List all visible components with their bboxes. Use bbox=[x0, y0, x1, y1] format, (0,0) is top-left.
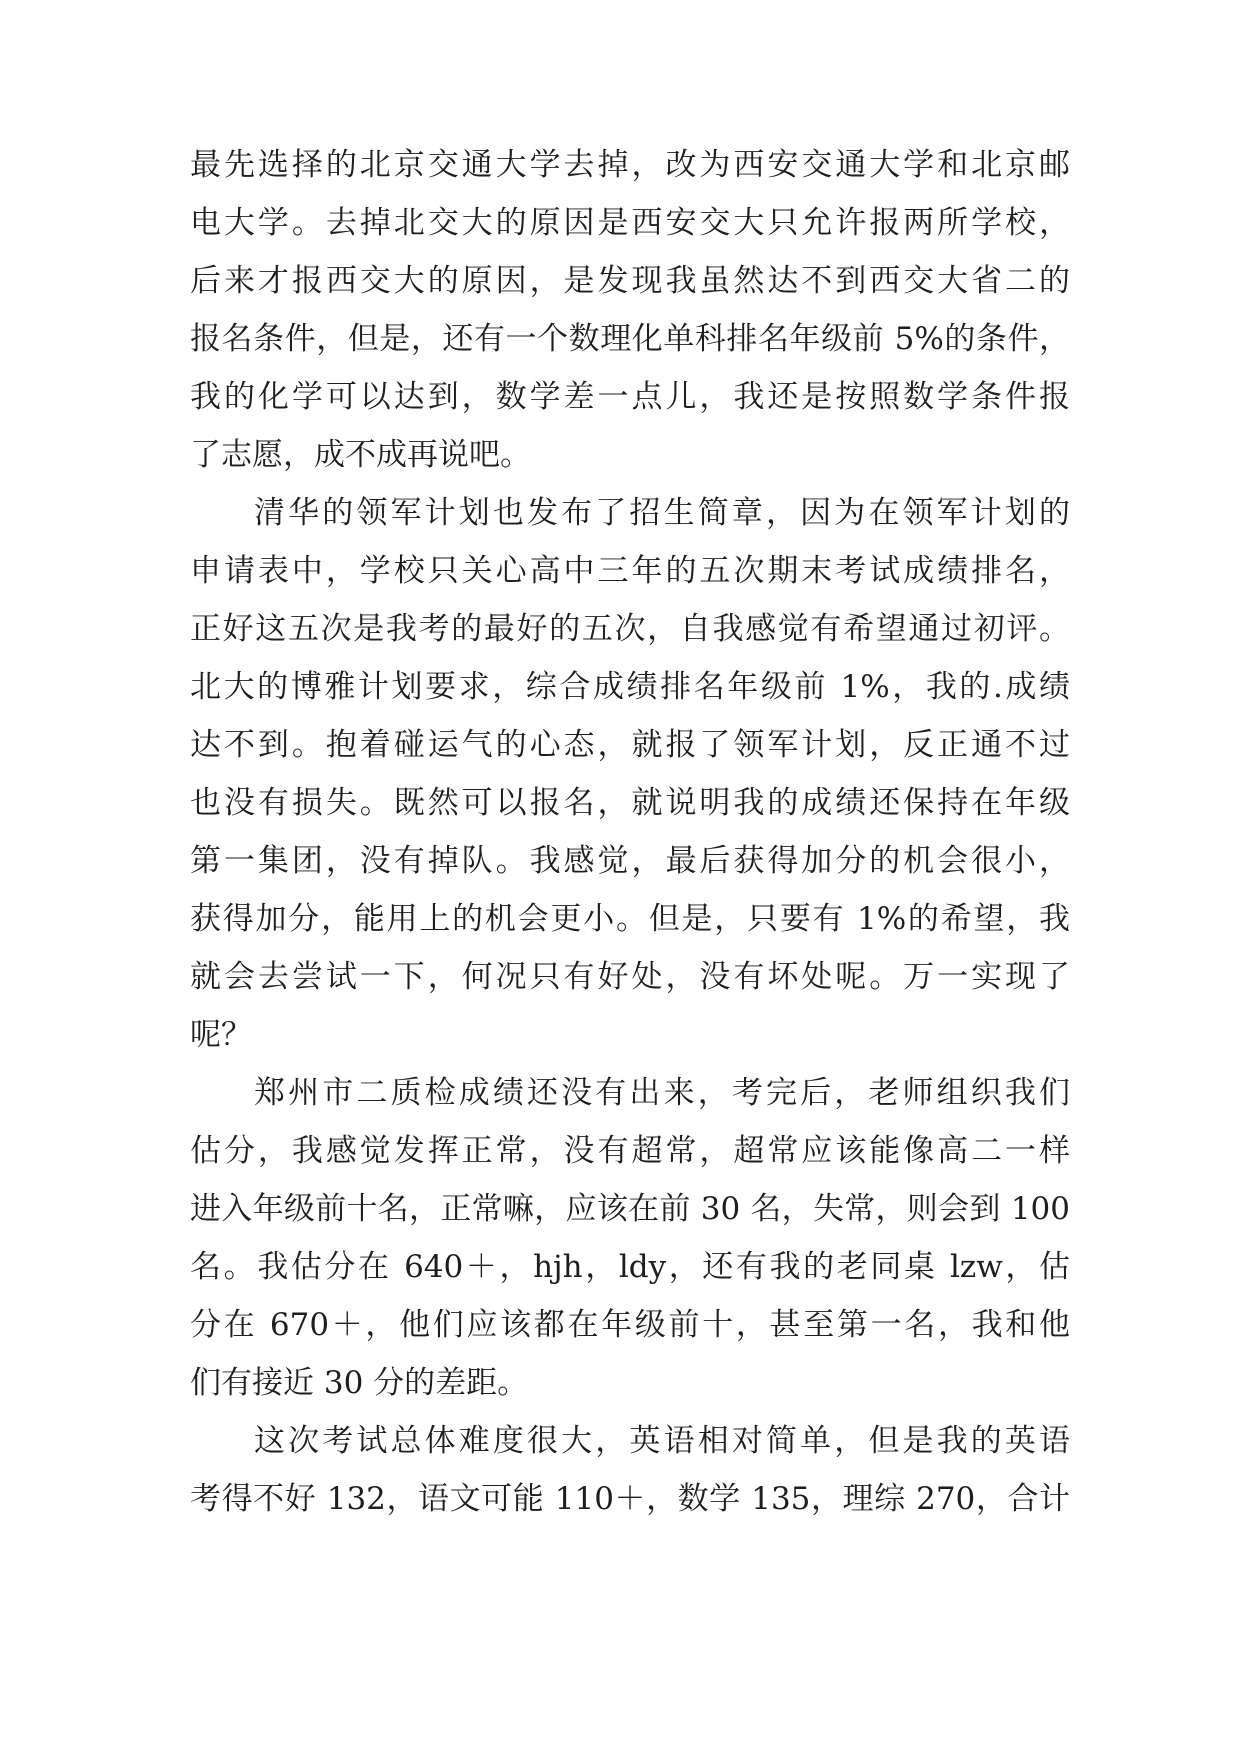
text-line: 进入年级前十名，正常嘛，应该在前 30 名，失常，则会到 100 bbox=[190, 1191, 1070, 1227]
text-line: 正好这五次是我考的最好的五次，自我感觉有希望通过初评。 bbox=[190, 611, 1070, 647]
text-line: 达不到。抱着碰运气的心态，就报了领军计划，反正通不过 bbox=[190, 727, 1070, 763]
text-line: 呢？ bbox=[190, 1017, 252, 1053]
text-line: 后来才报西交大的原因，是发现我虽然达不到西交大省二的 bbox=[190, 263, 1070, 299]
text-line: 我的化学可以达到，数学差一点儿，我还是按照数学条件报 bbox=[190, 379, 1070, 415]
text-line: 申请表中，学校只关心高中三年的五次期末考试成绩排名， bbox=[190, 553, 1070, 589]
text-line: 考得不好 132，语文可能 110＋，数学 135，理综 270，合计 bbox=[190, 1481, 1070, 1517]
paragraph-first-line: 这次考试总体难度很大，英语相对简单，但是我的英语 bbox=[254, 1423, 1070, 1459]
text-line: 也没有损失。既然可以报名，就说明我的成绩还保持在年级 bbox=[190, 785, 1070, 821]
text-line: 了志愿，成不成再说吧。 bbox=[190, 437, 531, 473]
text-line: 电大学。去掉北交大的原因是西安交大只允许报两所学校， bbox=[190, 205, 1070, 241]
text-line: 报名条件，但是，还有一个数理化单科排名年级前 5%的条件， bbox=[190, 321, 1070, 357]
text-line: 就会去尝试一下，何况只有好处，没有坏处呢。万一实现了 bbox=[190, 959, 1070, 995]
text-line: 估分，我感觉发挥正常，没有超常，超常应该能像高二一样 bbox=[190, 1133, 1070, 1169]
text-line: 分在 670＋，他们应该都在年级前十，甚至第一名，我和他 bbox=[190, 1307, 1070, 1343]
text-line: 北大的博雅计划要求，综合成绩排名年级前 1%，我的.成绩 bbox=[190, 669, 1070, 705]
paragraph-first-line: 郑州市二质检成绩还没有出来，考完后，老师组织我们 bbox=[254, 1075, 1070, 1111]
text-line: 最先选择的北京交通大学去掉，改为西安交通大学和北京邮 bbox=[190, 147, 1070, 183]
text-line: 获得加分，能用上的机会更小。但是，只要有 1%的希望，我 bbox=[190, 901, 1070, 937]
text-line: 们有接近 30 分的差距。 bbox=[190, 1365, 529, 1401]
text-line: 第一集团，没有掉队。我感觉，最后获得加分的机会很小， bbox=[190, 843, 1070, 879]
paragraph-first-line: 清华的领军计划也发布了招生简章，因为在领军计划的 bbox=[254, 495, 1070, 531]
text-line: 名。我估分在 640＋，hjh，ldy，还有我的老同桌 lzw，估 bbox=[190, 1249, 1070, 1285]
